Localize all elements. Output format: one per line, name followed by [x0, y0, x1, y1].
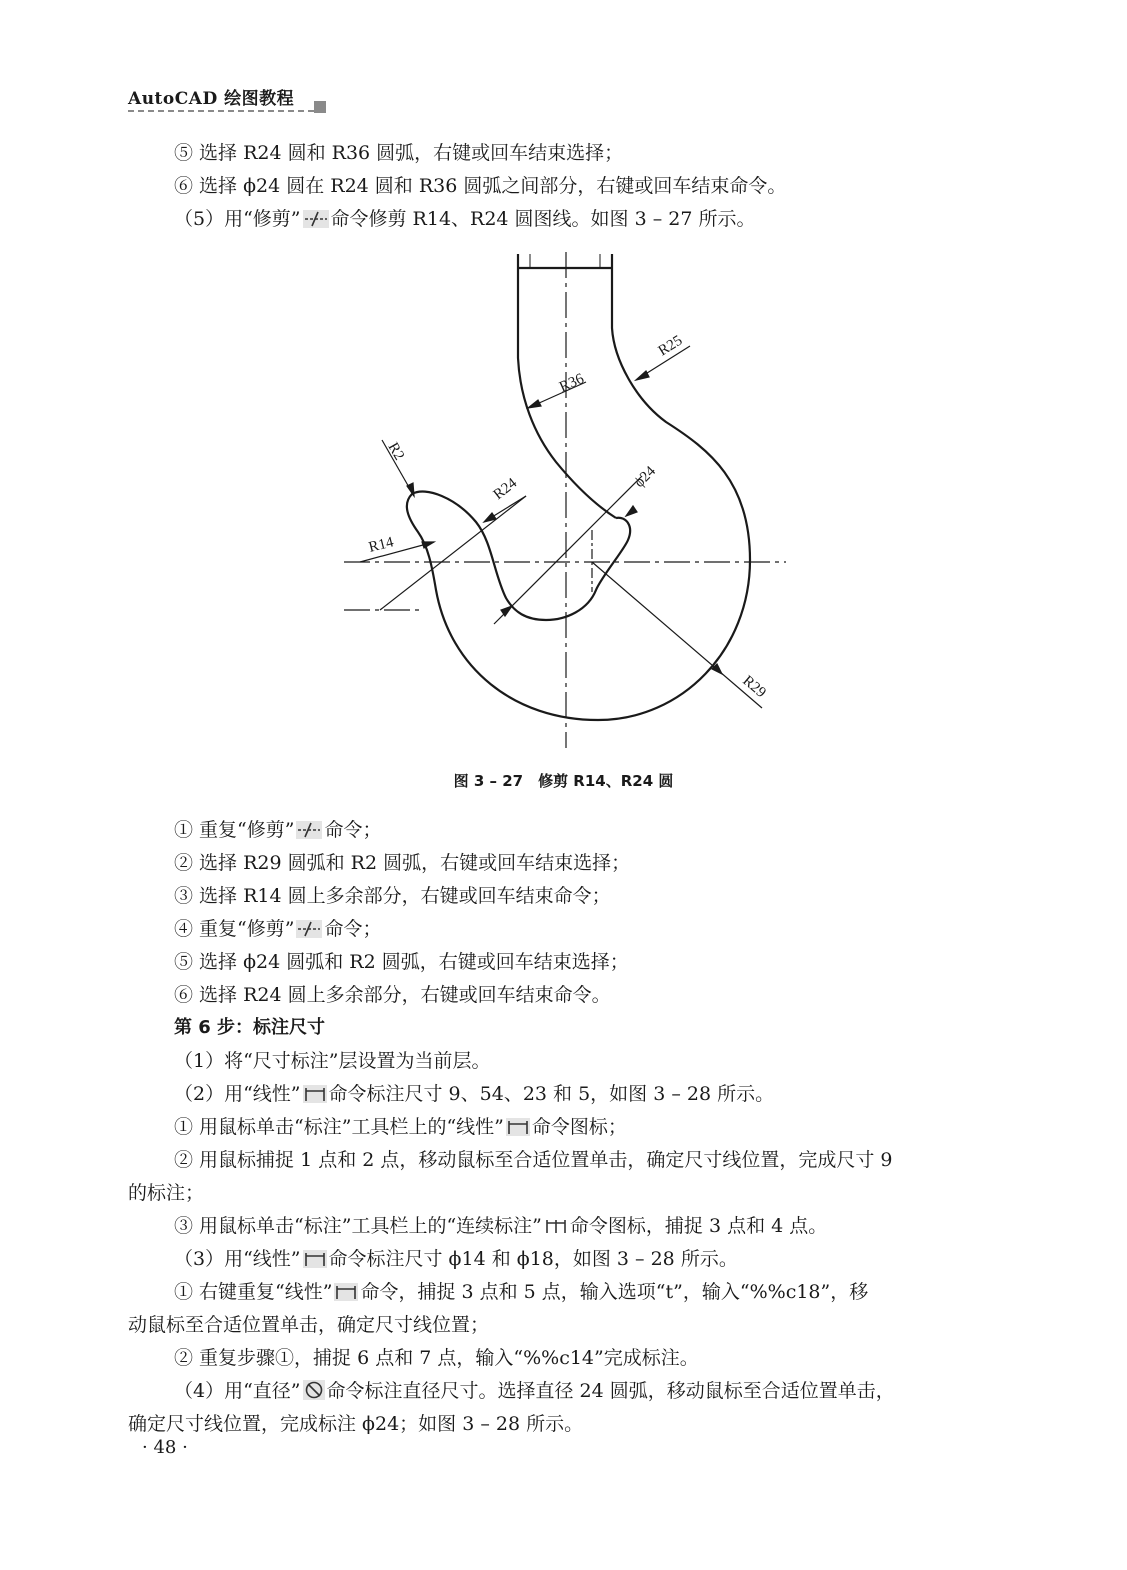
step-heading: 第 6 步：标注尺寸 [174, 1017, 326, 1038]
phi24-label: ϕ24 [631, 463, 660, 491]
text-line: ⑤ 选择 ϕ24 圆弧和 R2 圆弧，右键或回车结束选择； [174, 951, 629, 973]
linear-dim-icon [303, 1085, 327, 1109]
shank-right [407, 268, 750, 720]
text-line: ⑤ 选择 R24 圆和 R36 圆弧，右键或回车结束选择； [174, 142, 624, 164]
text-line: ④ 重复“修剪” 命令； [174, 917, 381, 944]
text-line: （5）用“修剪” 命令修剪 R14、R24 圆图线。如图 3 – 27 所示。 [174, 207, 755, 234]
r24-label: R24 [490, 475, 521, 504]
header-divider [128, 110, 314, 112]
r29-leader [592, 562, 762, 708]
header-square [314, 101, 326, 113]
text-line: ⑥ 选择 ϕ24 圆在 R24 圆和 R36 圆弧之间部分，右键或回车结束命令。 [174, 175, 787, 197]
hook-drawing [330, 250, 800, 750]
r25-label: R25 [655, 332, 686, 360]
trim-icon [296, 920, 322, 944]
text-line: 动鼠标至合适位置单击，确定尺寸线位置； [128, 1314, 490, 1336]
text-line: （2）用“线性” 命令标注尺寸 9、54、23 和 5，如图 3 – 28 所示。 [174, 1082, 774, 1109]
text-line: ① 用鼠标单击“标注”工具栏上的“线性” 命令图标； [174, 1115, 627, 1142]
figure-caption: 图 3 – 27 修剪 R14、R24 圆 [453, 772, 674, 790]
text-line: ② 选择 R29 圆弧和 R2 圆弧，右键或回车结束选择； [174, 852, 631, 874]
r36-label: R36 [557, 370, 587, 396]
text-line: （3）用“线性” 命令标注尺寸 ϕ14 和 ϕ18，如图 3 – 28 所示。 [174, 1247, 738, 1274]
trim-icon [303, 210, 329, 234]
text-line: 确定尺寸线位置，完成标注 ϕ24；如图 3 – 28 所示。 [128, 1413, 584, 1435]
r29-label: R29 [739, 672, 769, 702]
text-line: （1）将“尺寸标注”层设置为当前层。 [174, 1050, 491, 1072]
text-line: ① 右键重复“线性” 命令，捕捉 3 点和 5 点，输入选项“t”，输入“%%c18”，移 [174, 1280, 868, 1307]
text-line: ② 用鼠标捕捉 1 点和 2 点，移动鼠标至合适位置单击，确定尺寸线位置，完成尺寸 9 [174, 1149, 893, 1171]
diameter-icon [303, 1380, 325, 1406]
linear-dim-icon [334, 1283, 358, 1307]
text-line: 的标注； [128, 1182, 205, 1204]
linear-dim-icon [303, 1250, 327, 1274]
page-number: · 48 · [142, 1437, 188, 1458]
continue-dim-icon [544, 1217, 568, 1241]
running-header: AutoCAD 绘图教程 [128, 89, 295, 109]
text-line: ③ 选择 R14 圆上多余部分，右键或回车结束命令； [174, 885, 611, 907]
linear-dim-icon [506, 1118, 530, 1142]
phi24-leader [494, 476, 642, 624]
text-line: （4）用“直径” 命令标注直径尺寸。选择直径 24 圆弧，移动鼠标至合适位置单击， [174, 1379, 895, 1406]
trim-icon [296, 821, 322, 845]
r2-label: R2 [384, 440, 408, 464]
text-line: ⑥ 选择 R24 圆上多余部分，右键或回车结束命令。 [174, 984, 611, 1006]
text-line: ② 重复步骤①，捕捉 6 点和 7 点，输入“%%c14”完成标注。 [174, 1347, 699, 1369]
text-line: ① 重复“修剪” 命令； [174, 818, 381, 845]
text-line: ③ 用鼠标单击“标注”工具栏上的“连续标注” 命令图标，捕捉 3 点和 4 点。 [174, 1214, 827, 1241]
r14-label: R14 [367, 534, 396, 556]
